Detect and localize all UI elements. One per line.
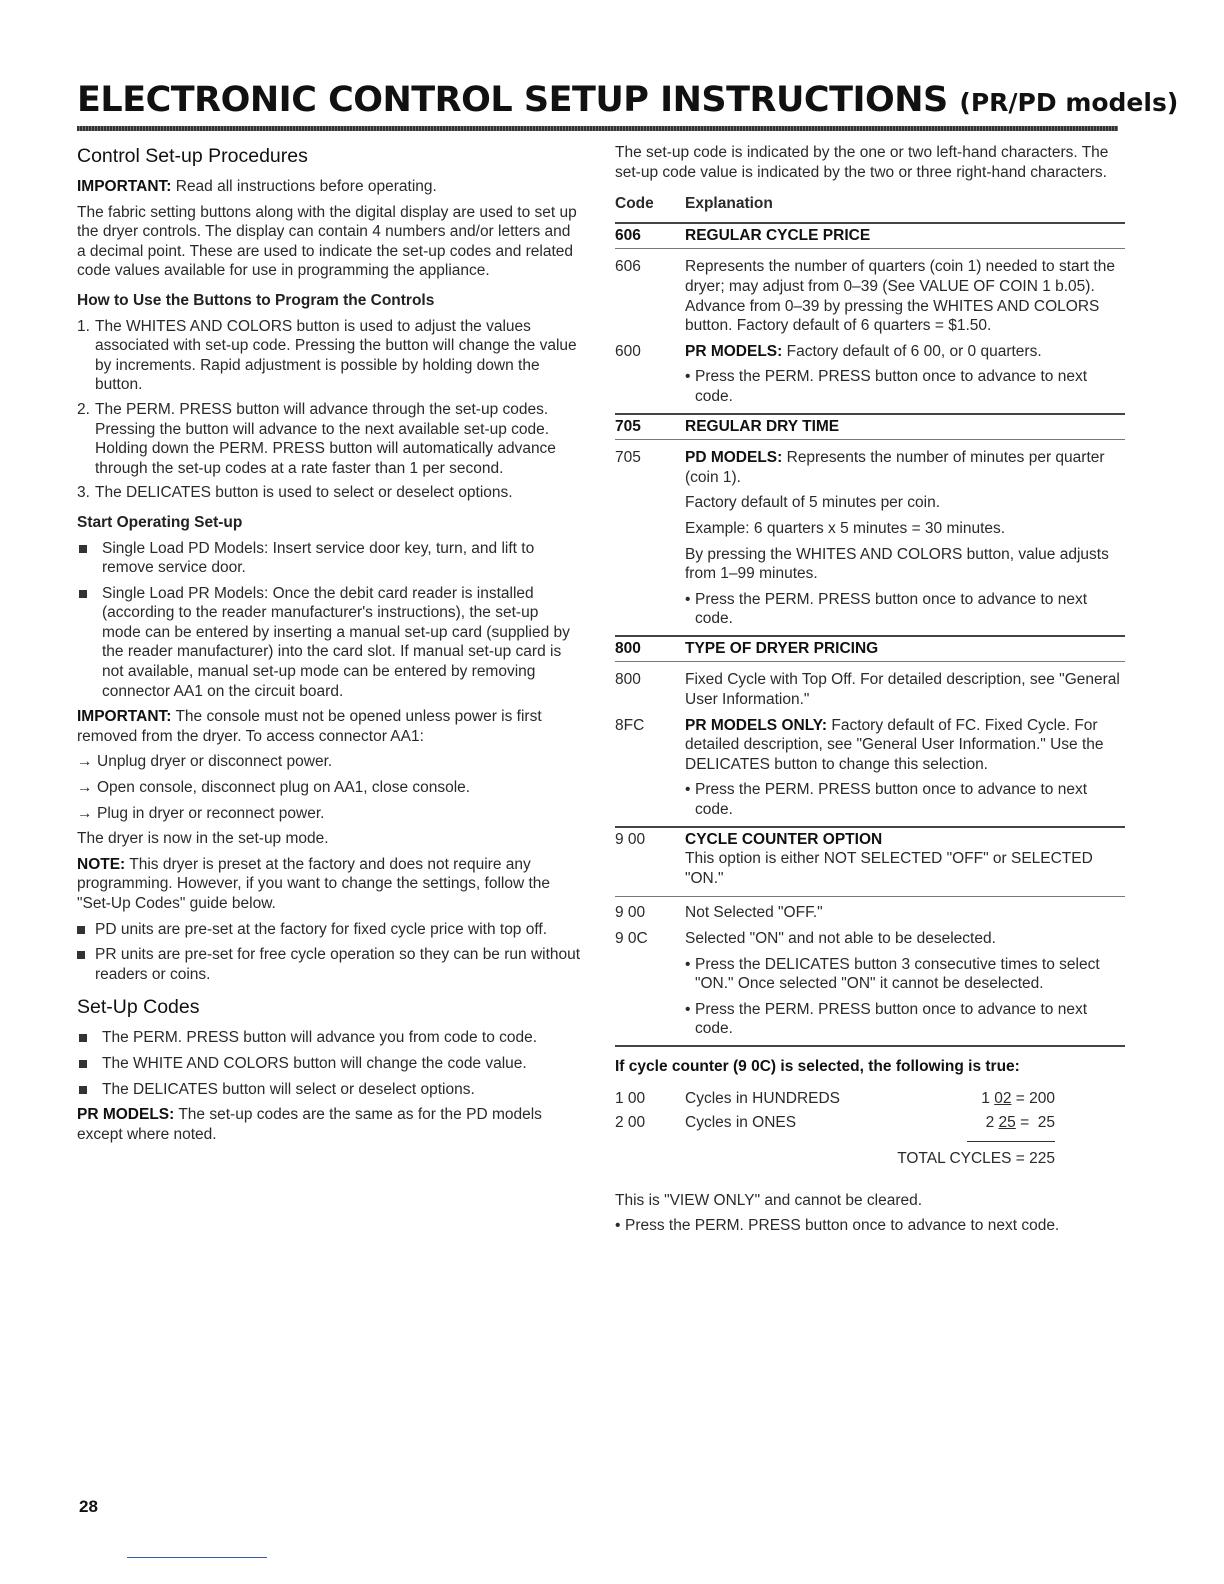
square-bullet-icon — [79, 1034, 87, 1042]
note-paragraph: NOTE: This dryer is preset at the factory and does not require any programming. However, if you want to change the settings, follow the "Set-Up Codes" guide below. — [77, 855, 550, 912]
table-row: 1 00 Cycles in HUNDREDS 1 02 = 200 — [615, 1089, 1055, 1107]
list-item: Single Load PR Models: Once the debit card reader is installed (according to the reader manufacturer's instructions), the set-up mode can be entered by inserting a manual set-up card (supplied by the reader manufacturer) into the card slot. If manual set-up card is not available, manual set-up mode can be entered by removing connector AA1 on the circuit board. — [77, 584, 581, 702]
list-item: • Press the PERM. PRESS button once to advance to next code. — [615, 1217, 1060, 1235]
table-row: 8FC PR MODELS ONLY: Factory default of FC. Fixed Cycle. For detailed description, see "General User Information." Use the DELICATES button to change this selection. • Press the PERM. PRESS button once to advance to next code. — [615, 716, 1125, 820]
table-row: 9 0C Selected "ON" and not able to be deselected. • Press the DELICATES button 3 consecutive times to select "ON." Once selected "ON" it cannot be deselected. • Press the PERM. PRESS button once to advance to next code. — [615, 929, 1125, 1039]
title-rule — [77, 126, 1118, 131]
bullet-icon: • — [685, 368, 691, 386]
table-row: 606 Represents the number of quarters (coin 1) needed to start the dryer; may adjust from 0–39 (See VALUE OF COIN 1 b.05). Advance from 0–39 by pressing the WHITES AND COLORS button. Factory default of 6 quarters = $1.50. — [615, 258, 1115, 335]
table-row: 800 Fixed Cycle with Top Off. For detailed description, see "General User Information." — [615, 671, 1120, 709]
page-title-main: ELECTRONIC CONTROL SETUP INSTRUCTIONS — [77, 80, 948, 120]
list-item: • Press the PERM. PRESS button once to advance to next code. — [685, 781, 1088, 819]
square-bullet-icon — [77, 926, 85, 934]
list-item: → Plug in dryer or reconnect power. — [77, 804, 325, 822]
table-row: 600 PR MODELS: Factory default of 6 00, or 0 quarters. • Press the PERM. PRESS button once to advance to next code. — [615, 342, 1125, 407]
important-note-1: IMPORTANT: Read all instructions before operating. — [77, 178, 437, 195]
square-bullet-icon — [79, 590, 87, 598]
table-row: 9 00 Not Selected "OFF." — [615, 904, 823, 922]
header-code: Code — [615, 195, 654, 213]
list-item: The DELICATES button will select or deselect options. — [77, 1080, 581, 1100]
list-item: • Press the PERM. PRESS button once to advance to next code. — [685, 590, 1088, 628]
bullet-icon: • — [615, 1217, 621, 1235]
arrow-right-icon: → — [77, 804, 93, 822]
list-item: PR units are pre-set for free cycle operation so they can be run without readers or coins. — [77, 945, 581, 984]
bullet-icon: • — [685, 955, 691, 973]
setup-code-table — [615, 194, 1125, 1039]
section-606: 606 REGULAR CYCLE PRICE — [615, 222, 1125, 250]
code-intro: The set-up code is indicated by the one or two left-hand characters. The set-up code value is indicated by the two or three right-hand characters. — [615, 144, 1109, 181]
list-item: → Unplug dryer or disconnect power. — [77, 753, 333, 771]
page-title-sub: (PR/PD models) — [959, 88, 1179, 117]
bullet-icon: • — [685, 781, 691, 799]
section-900: 9 00 CYCLE COUNTER OPTION This option is either NOT SELECTED "OFF" or SELECTED "ON." — [615, 826, 1125, 889]
list-item: The PERM. PRESS button will advance you from code to code. — [77, 1028, 581, 1048]
sum-rule — [967, 1141, 1055, 1142]
list-item: • Press the DELICATES button 3 consecutive times to select "ON." Once selected "ON" it cannot be deselected. — [685, 955, 1100, 993]
list-item: 2. The PERM. PRESS button will advance through the set-up codes. Pressing the button will advance to the next available set-up code. Holding down the PERM. PRESS button will automatically advance through the set-up codes at a rate faster than 1 per second. — [77, 400, 556, 477]
section-705: 705 REGULAR DRY TIME — [615, 413, 1125, 441]
cycle-counter-heading: If cycle counter (9 0C) is selected, the following is true: — [615, 1045, 1125, 1077]
page-number: 28 — [79, 1497, 98, 1516]
how-to-heading: How to Use the Buttons to Program the Controls — [77, 291, 435, 309]
square-bullet-icon — [79, 1060, 87, 1068]
setup-codes-heading: Set-Up Codes — [77, 996, 200, 1019]
table-header — [615, 194, 1125, 214]
list-item: • Press the PERM. PRESS button once to advance to next code. — [685, 368, 1088, 405]
square-bullet-icon — [79, 1086, 87, 1094]
bullet-icon: • — [685, 590, 691, 608]
left-column — [77, 143, 581, 1150]
page-title — [77, 80, 1179, 120]
pr-models-note: PR MODELS: The set-up codes are the same as for the PD models except where noted. — [77, 1106, 542, 1143]
footer-rule — [127, 1557, 267, 1558]
list-item: PD units are pre-set at the factory for fixed cycle price with top off. — [77, 920, 581, 940]
list-item: Single Load PD Models: Insert service door key, turn, and lift to remove service door. — [77, 539, 581, 578]
how-to-list — [77, 317, 581, 503]
bullet-icon: • — [685, 1000, 691, 1018]
arrow-right-icon: → — [77, 753, 93, 771]
start-setup-heading: Start Operating Set-up — [77, 513, 243, 531]
total-cycles: TOTAL CYCLES = 225 — [615, 1141, 1055, 1165]
list-item: → Open console, disconnect plug on AA1, close console. — [77, 779, 471, 797]
list-item: The WHITE AND COLORS button will change the code value. — [77, 1054, 581, 1074]
square-bullet-icon — [79, 545, 87, 553]
table-row: 705 PD MODELS: Represents the number of minutes per quarter (coin 1). Factory default of 5 minutes per coin. Example: 6 quarters x 5 minutes = 30 minutes. By pressing the WHITES AND COLORS button, value adjusts from 1–99 minutes. • Press the PERM. PRESS button once to advance to next code. — [615, 448, 1125, 629]
square-bullet-icon — [77, 951, 85, 959]
table-row: 2 00 Cycles in ONES 2 25 = 25 — [615, 1114, 1055, 1132]
list-item: • Press the PERM. PRESS button once to advance to next code. — [685, 1000, 1088, 1038]
section-800: 800 TYPE OF DRYER PRICING — [615, 635, 1125, 663]
list-item: 3. The DELICATES button is used to select or deselect options. — [77, 484, 513, 502]
important-note-2: IMPORTANT: The console must not be opened unless power is first removed from the dryer. To access connector AA1: — [77, 708, 542, 745]
arrow-right-icon: → — [77, 779, 93, 797]
right-column — [615, 143, 1125, 1236]
control-setup-heading: Control Set-up Procedures — [77, 145, 308, 167]
intro-paragraph: The fabric setting buttons along with the digital display are used to set up the dryer controls. The display can contain 4 numbers and/or letters and a decimal point. These are used to indicate the set-up codes and related code values available for use in programming the appliance. — [77, 203, 577, 280]
header-explanation: Explanation — [685, 195, 773, 213]
view-only-text: This is "VIEW ONLY" and cannot be cleared. — [615, 1191, 923, 1209]
setup-mode-text: The dryer is now in the set-up mode. — [77, 830, 329, 848]
list-item: 1. The WHITES AND COLORS button is used to adjust the values associated with set-up code. Pressing the button will change the value by increments. Rapid adjustment is possible by holding down the button. — [77, 317, 577, 394]
